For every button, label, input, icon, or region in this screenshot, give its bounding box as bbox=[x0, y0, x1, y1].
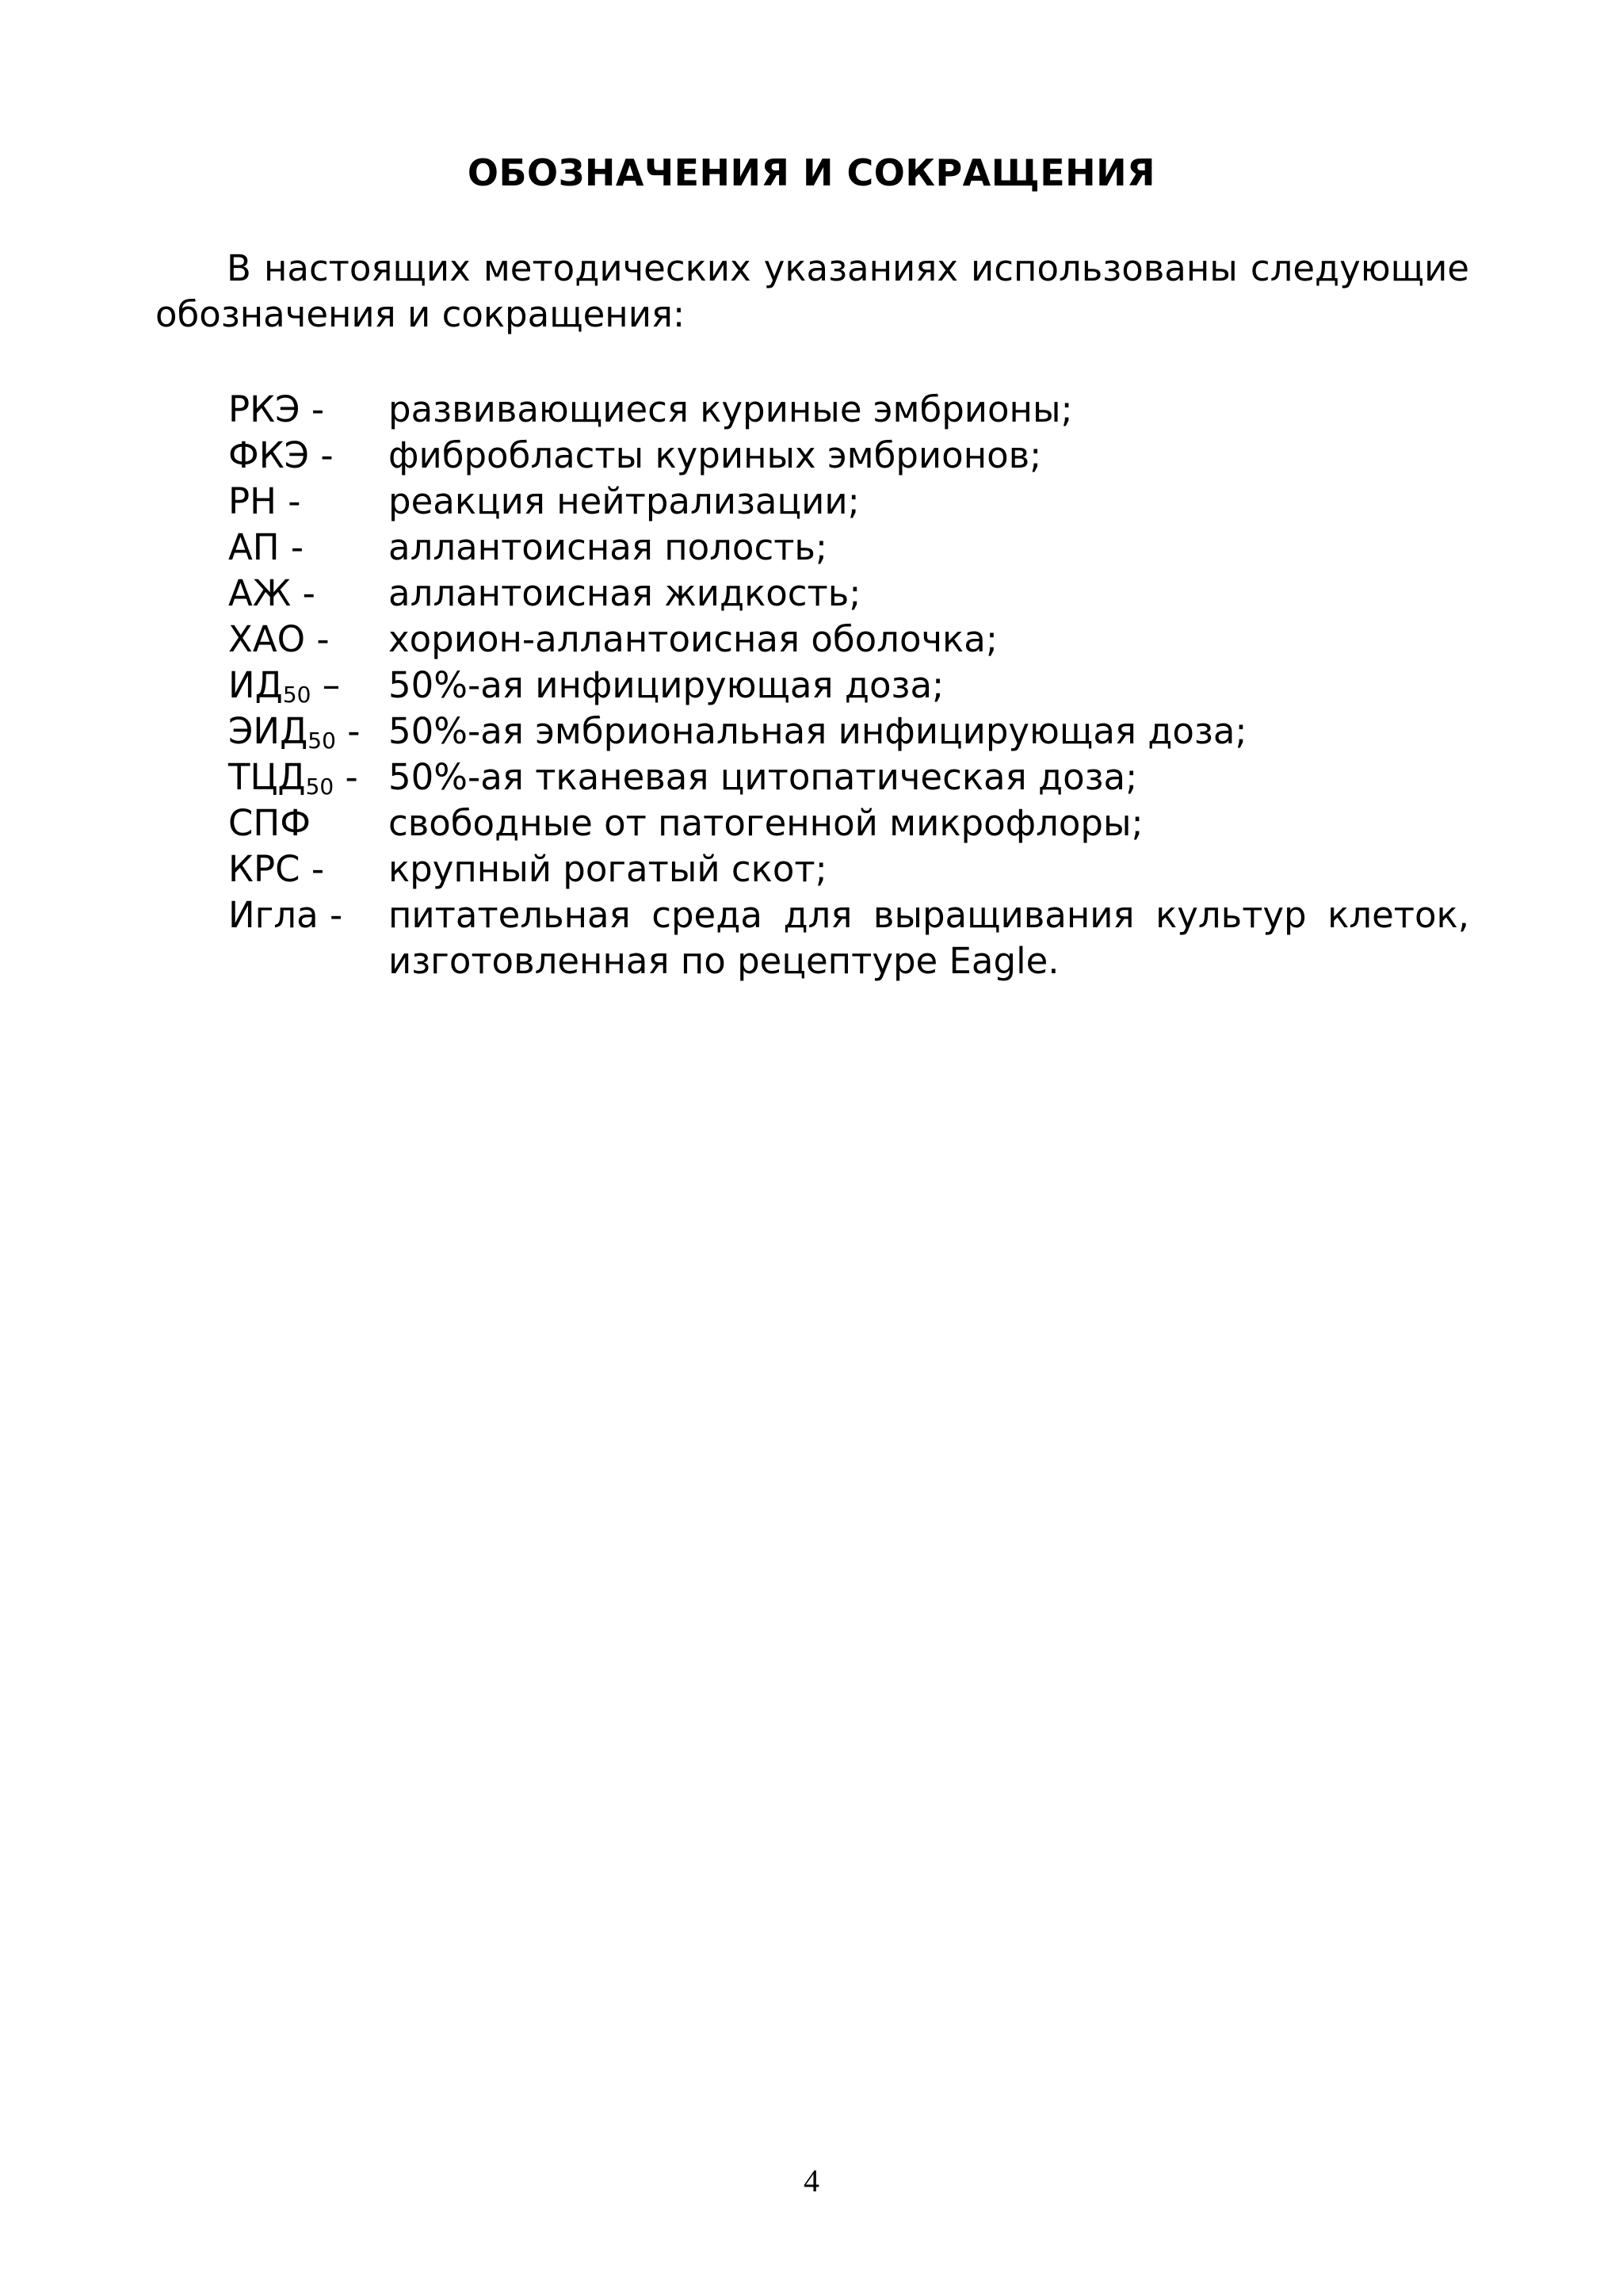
abbreviation-term-text: ЭИД bbox=[228, 710, 308, 752]
abbreviation-term-text: Игла bbox=[228, 894, 319, 936]
abbreviation-definition: развивающиеся куриные эмбрионы; bbox=[388, 388, 1073, 430]
abbreviation-definition-line-2: изготовленная по рецептуре Eagle. bbox=[388, 940, 1060, 982]
abbreviation-term-text: ФКЭ bbox=[228, 434, 310, 476]
abbreviation-row bbox=[228, 755, 1469, 800]
intro-line-1: В настоящих методических указаниях использованы следующие bbox=[227, 247, 1469, 289]
abbreviation-row bbox=[228, 617, 1469, 663]
abbreviation-row bbox=[228, 846, 1469, 892]
abbreviation-definition-line-1: питательная среда для выращивания культур клеток, bbox=[388, 894, 1469, 936]
abbreviation-separator: - bbox=[300, 848, 325, 890]
abbreviation-definition: фибробласты куриных эмбрионов; bbox=[388, 434, 1042, 476]
abbreviation-separator: – bbox=[311, 664, 341, 706]
abbreviation-subscript: 50 bbox=[305, 774, 334, 800]
abbreviation-row bbox=[228, 571, 1469, 617]
abbreviation-definition: 50%-ая эмбриональная инфицирующая доза; bbox=[388, 710, 1247, 752]
abbreviation-term bbox=[228, 525, 388, 571]
abbreviation-term-text: ХАО bbox=[228, 618, 306, 660]
abbreviation-row bbox=[228, 709, 1469, 755]
abbreviation-separator: - bbox=[335, 710, 361, 752]
abbreviation-definition: 50%-ая тканевая цитопатическая доза; bbox=[388, 756, 1138, 798]
abbreviation-separator: - bbox=[305, 618, 330, 660]
abbreviation-term bbox=[228, 617, 388, 663]
abbreviation-term-text: ИД bbox=[228, 664, 283, 706]
page-title: ОБОЗНАЧЕНИЯ И СОКРАЩЕНИЯ bbox=[467, 151, 1156, 194]
abbreviation-term-text: СПФ bbox=[228, 802, 311, 844]
abbreviation-definition: хорион-аллантоисная оболочка; bbox=[388, 618, 998, 660]
abbreviation-row bbox=[228, 433, 1469, 479]
abbreviation-term bbox=[228, 479, 388, 525]
abbreviation-definition: аллантоисная жидкость; bbox=[388, 572, 861, 614]
abbreviation-term bbox=[228, 663, 388, 709]
abbreviation-list bbox=[228, 387, 1469, 984]
abbreviation-term-text: РКЭ bbox=[228, 388, 300, 430]
intro-paragraph bbox=[155, 246, 1469, 338]
abbreviation-definition: крупный рогатый скот; bbox=[388, 848, 827, 890]
abbreviation-term bbox=[228, 892, 388, 938]
abbreviation-subscript: 50 bbox=[307, 728, 336, 754]
abbreviation-separator: - bbox=[279, 526, 304, 568]
abbreviation-separator: - bbox=[300, 388, 325, 430]
abbreviation-subscript: 50 bbox=[282, 682, 311, 708]
abbreviation-term bbox=[228, 846, 388, 892]
abbreviation-definition: свободные от патогенной микрофлоры; bbox=[388, 802, 1144, 844]
abbreviation-term bbox=[228, 433, 388, 479]
abbreviation-term bbox=[228, 755, 388, 800]
abbreviation-term-text: АЖ bbox=[228, 572, 292, 614]
abbreviation-separator: - bbox=[318, 894, 343, 936]
abbreviation-term-text: КРС bbox=[228, 848, 300, 890]
abbreviation-definition: реакция нейтрализации; bbox=[388, 480, 860, 522]
page-number: 4 bbox=[804, 2163, 819, 2199]
abbreviation-row bbox=[228, 387, 1469, 433]
abbreviation-separator: - bbox=[276, 480, 301, 522]
intro-line-2: обозначения и сокращения: bbox=[155, 293, 685, 335]
abbreviation-row bbox=[228, 525, 1469, 571]
abbreviation-row bbox=[228, 663, 1469, 709]
abbreviation-definition: 50%-ая инфицирующая доза; bbox=[388, 664, 945, 706]
abbreviation-row bbox=[228, 800, 1469, 846]
abbreviation-separator: - bbox=[334, 756, 358, 798]
abbreviation-separator: - bbox=[309, 434, 334, 476]
abbreviation-term bbox=[228, 387, 388, 433]
abbreviation-row bbox=[228, 892, 1469, 984]
abbreviation-term-text: РН bbox=[228, 480, 277, 522]
abbreviation-row bbox=[228, 479, 1469, 525]
abbreviation-term bbox=[228, 571, 388, 617]
abbreviation-separator: - bbox=[291, 572, 315, 614]
abbreviation-term bbox=[228, 800, 388, 846]
abbreviation-term bbox=[228, 709, 388, 755]
abbreviation-term-text: АП bbox=[228, 526, 280, 568]
abbreviation-definition bbox=[388, 892, 1469, 984]
abbreviation-term-text: ТЦД bbox=[228, 756, 306, 798]
abbreviation-definition: аллантоисная полость; bbox=[388, 526, 828, 568]
